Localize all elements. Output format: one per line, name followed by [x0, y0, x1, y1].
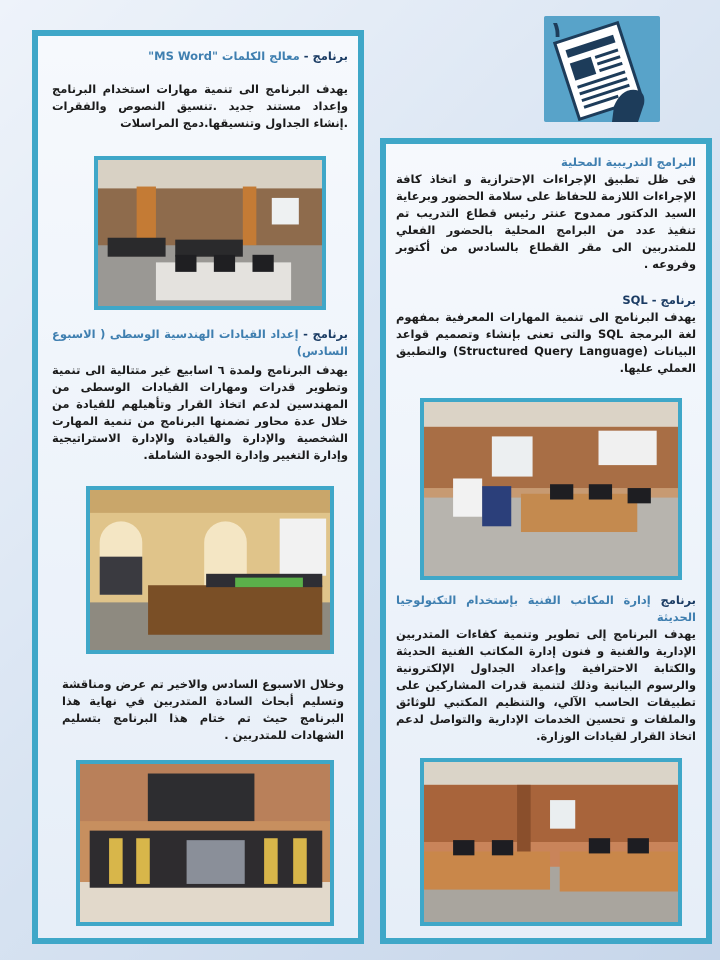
closing-section	[62, 676, 344, 744]
ms-word-title: برنامج - معالج الكلمات "MS Word"	[148, 49, 348, 63]
closing-body: وخلال الاسبوع السادس والاخير تم عرض ومناقشة وتسليم أبحاث السادة المتدربين في نهاية هذا البرنامج حيث تم ختام هذا البرنامج بتسليم الشهادات للمتدربين .	[62, 677, 344, 742]
local-programs-body: فى ظل تطبيق الإجراءات الإحترازية و اتخاذ كافة الإجراءات اللازمة للحفاظ على سلامة الحضور وبرعاية السيد الدكتور ممدوح عنتر رئيس قطاع التدريب تم تنفيذ عدد من البرامج المحلية بالحضور الفعلي للمتدربين الى مقر القطاع بالسادس من أكتوبر وفروعه .	[396, 172, 696, 271]
left-column-panel	[32, 30, 364, 944]
ms-word-section	[52, 48, 348, 132]
local-programs-title: البرامج التدريبية المحلية	[561, 155, 696, 169]
ms-word-body: يهدف البرنامج الى تنمية مهارات استخدام البرنامج وإعداد مستند جديد .تنسيق النصوص والفقرات .إنشاء الجداول وتنسيقها.دمج المراسلات	[52, 82, 348, 130]
badge-number: ١	[550, 18, 564, 43]
sql-section	[396, 292, 696, 377]
newspaper-badge	[544, 16, 660, 122]
photo-meeting-hall	[86, 486, 334, 654]
leadership-body: يهدف البرنامج ولمدة ٦ اسابيع غير متتالية الى تنمية وتطوير قدرات ومهارات القيادات الوسطى من المهندسين لدعم اتخاذ القرار وتأهيلهم للقيادة من خلال عدة محاور تضمنها البرنامج من تنمية المهارت الشخصية والإدارة والقيادة والإدارة الاستراتيجية وإدارة التغيير وإدارة الجودة الشاملة.	[52, 363, 349, 462]
photo-graduation-group	[76, 760, 334, 926]
sql-body: يهدف البرنامج الى تنمية المهارات المعرفية بمفهوم لغة البرمجة SQL والتى تعنى بإنشاء وتصميم قواعد البيانات (Structured Query Language) والتطبيق العملي عليها.	[396, 310, 697, 375]
photo-computer-lab	[94, 156, 326, 310]
right-column-panel	[380, 138, 712, 944]
photo-offices-classroom	[420, 758, 682, 926]
leadership-title: برنامج - إعداد القيادات الهندسية الوسطى ( الاسبوع السادس)	[52, 327, 348, 358]
offices-body: يهدف البرنامج إلى تطوير وتنمية كفاءات المتدربين الإدارية والفنية و فنون إدارة المكاتب الفنية الحديثة والكتابة الاحترافية وإعداد الجداول الإلكترونية والرسوم البيانية وذلك لتنمية قدرات المشاركين على تطبيقات الحاسب الآلي، والتنظيم المكتبي للوثائق والملفات و تحسين الخدمات الإدارية والتواصل لدعم اتخاذ القرار لقيادات الوزارة.	[396, 627, 696, 743]
sql-title: برنامج - SQL	[622, 293, 696, 307]
local-programs-section	[396, 154, 696, 273]
offices-title: برنامج إدارة المكاتب الفنية بإستخدام التكنولوجيا الحديثة	[396, 593, 696, 624]
photo-sql-classroom	[420, 398, 682, 580]
offices-section	[396, 592, 696, 745]
leadership-section	[52, 326, 348, 464]
